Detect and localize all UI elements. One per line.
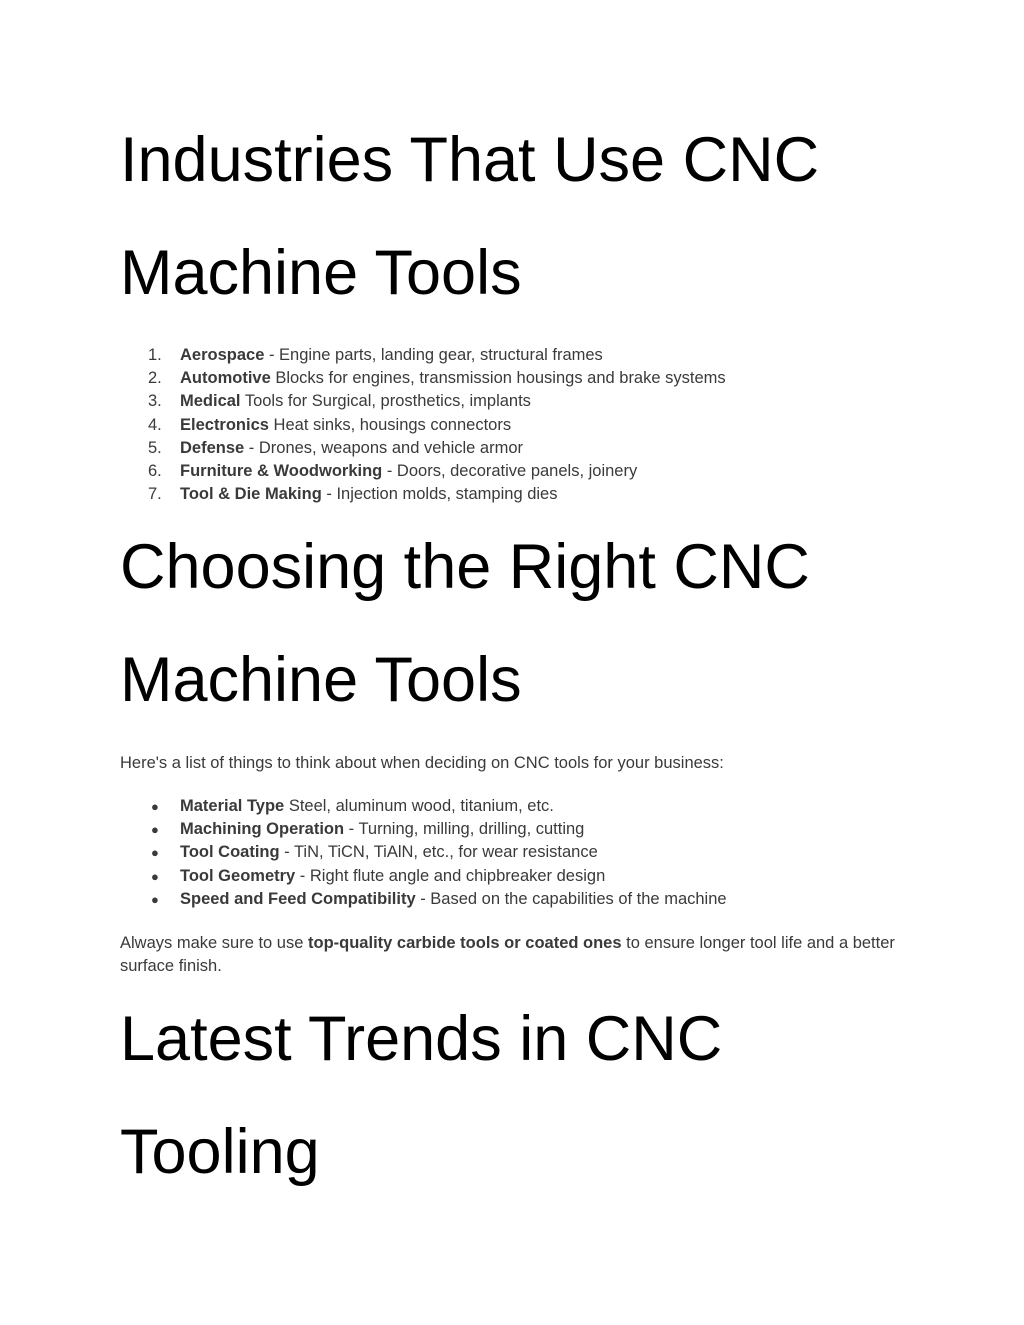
section-heading-choosing: Choosing the Right CNC	[120, 532, 810, 602]
item-text: - Injection molds, stamping dies	[321, 485, 558, 504]
item-label: Electronics	[180, 415, 269, 434]
section-heading-trends: Latest Trends in CNC	[120, 1004, 723, 1074]
item-label: Material Type	[180, 797, 285, 815]
item-label: Furniture & Woodworking	[180, 461, 383, 480]
closing-text-start: Always make sure to use	[120, 934, 308, 952]
bullet-icon: ●	[151, 845, 159, 861]
section-heading-trends-line2: Tooling	[120, 1117, 320, 1187]
bullet-icon: ●	[151, 868, 159, 884]
item-label: Tool & Die Making	[180, 485, 322, 504]
bullet-icon: ●	[151, 822, 159, 838]
item-text: - Turning, milling, drilling, cutting	[344, 820, 585, 839]
list-number: 5.	[148, 438, 162, 457]
list-number: 3.	[148, 392, 162, 411]
list-number: 7.	[148, 485, 162, 504]
item-text: - Drones, weapons and vehicle armor	[244, 438, 524, 457]
closing-emphasis: top-quality carbide tools or coated ones	[308, 934, 622, 952]
bullet-icon: ●	[151, 799, 159, 814]
item-label: Aerospace	[180, 346, 265, 364]
list-number: 2.	[148, 369, 162, 388]
item-text: - Based on the capabilities of the machine	[415, 889, 727, 908]
closing-text-end: to ensure longer tool life and a better surface finish.	[120, 934, 895, 976]
intro-paragraph: Here's a list of things to think about when deciding on CNC tools for your business:	[120, 754, 724, 772]
section-heading-industries: Industries That Use CNC	[120, 125, 820, 195]
item-text: - Doors, decorative panels, joinery	[382, 461, 638, 480]
item-label: Machining Operation	[180, 820, 345, 839]
section-heading-choosing-line2: Machine Tools	[120, 645, 522, 715]
list-number: 1.	[148, 346, 162, 364]
item-text: Steel, aluminum wood, titanium, etc.	[284, 797, 554, 815]
item-label: Medical	[180, 392, 241, 411]
item-text: Tools for Surgical, prosthetics, implants	[240, 392, 531, 411]
bullet-icon: ●	[151, 891, 159, 907]
item-label: Automotive	[180, 369, 271, 388]
item-text: - Right flute angle and chipbreaker design	[295, 866, 606, 885]
item-text: - Engine parts, landing gear, structural frames	[264, 346, 603, 364]
list-number: 4.	[148, 415, 162, 434]
item-label: Defense	[180, 438, 245, 457]
list-number: 6.	[148, 461, 162, 480]
item-text: Heat sinks, housings connectors	[268, 415, 512, 434]
item-label: Speed and Feed Compatibility	[180, 889, 416, 908]
item-label: Tool Geometry	[180, 866, 296, 885]
item-label: Tool Coating	[180, 843, 280, 862]
item-text: Blocks for engines, transmission housings and brake systems	[270, 369, 726, 388]
item-text: - TiN, TiCN, TiAlN, etc., for wear resistance	[279, 843, 598, 862]
closing-paragraph	[120, 932, 910, 978]
section-heading-industries-line2: Machine Tools	[120, 238, 522, 308]
